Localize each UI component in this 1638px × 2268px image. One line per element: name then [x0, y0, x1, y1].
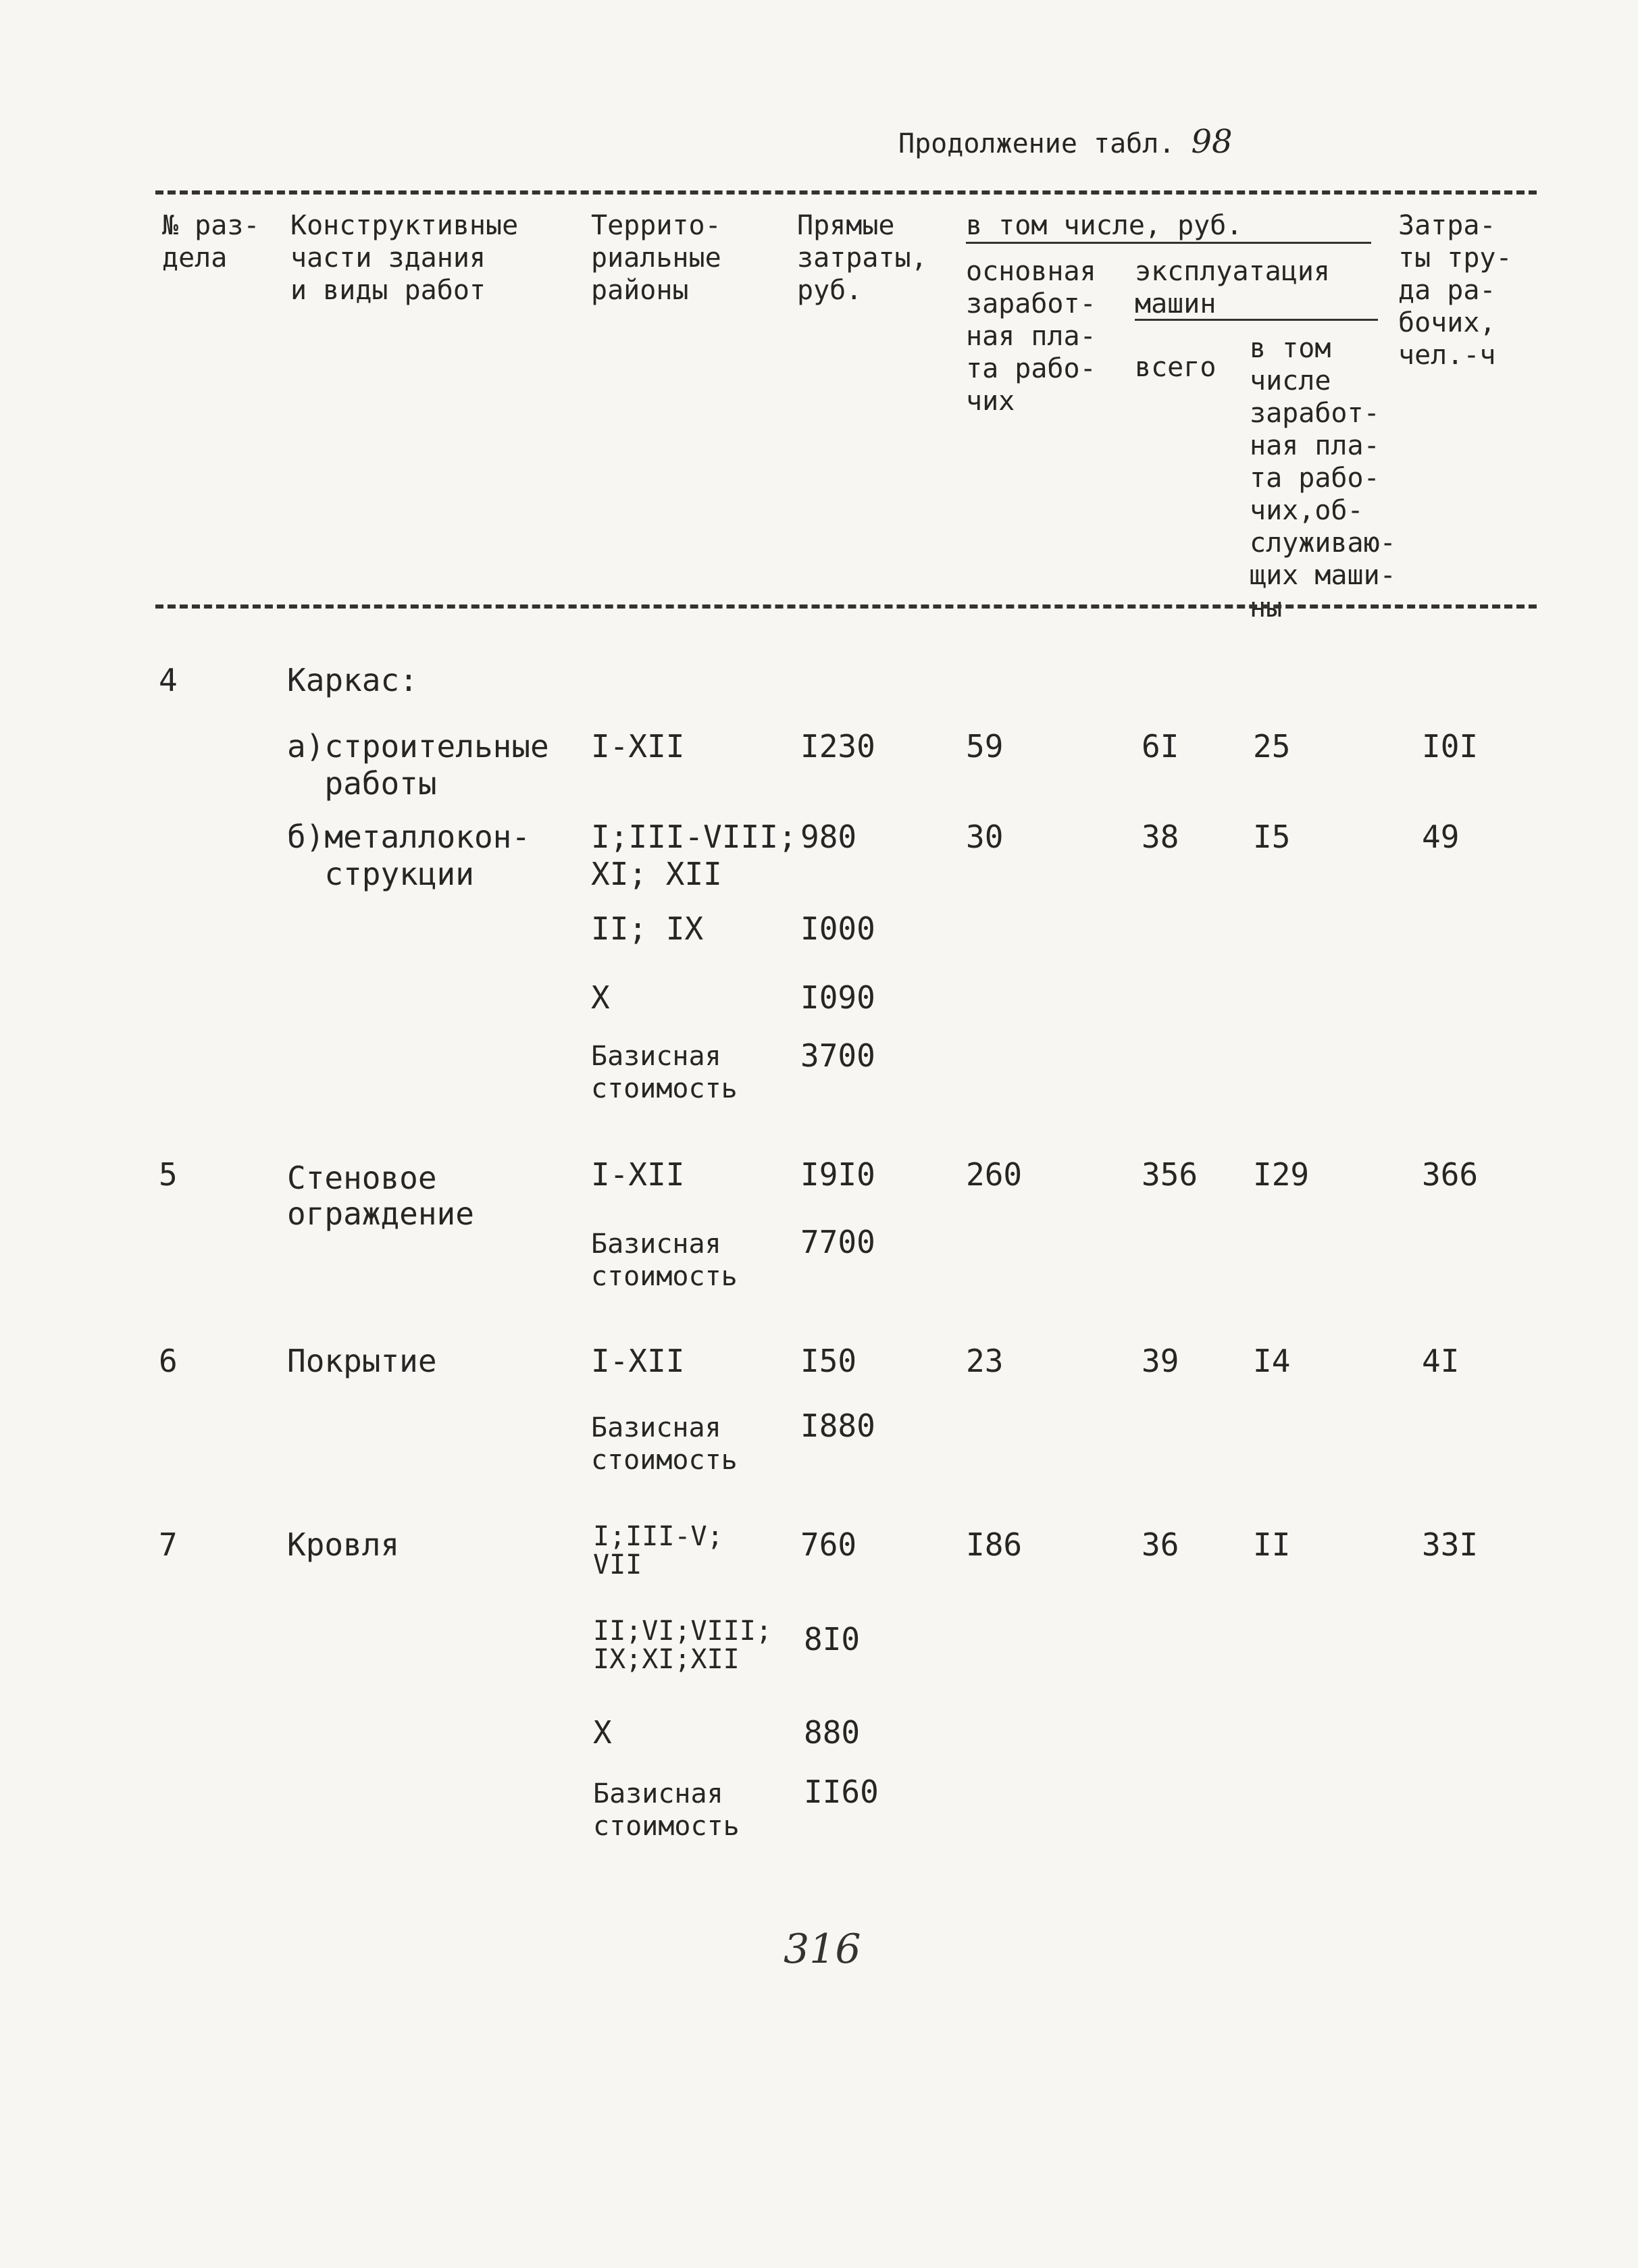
direct-costs: I9I0: [800, 1156, 875, 1193]
region: I;III-VIII; XI; XII: [591, 819, 797, 893]
region: I-XII: [591, 1156, 685, 1193]
section-title: Каркас:: [287, 662, 418, 698]
machines-total: 39: [1142, 1343, 1179, 1379]
region: Базисная стоимость: [591, 1412, 738, 1476]
machine-wage: I4: [1253, 1343, 1291, 1379]
header-section-no: № раз- дела: [162, 210, 260, 274]
header-machines-underline: [1135, 319, 1378, 321]
labor-costs: 49: [1422, 819, 1460, 855]
region: I-XII: [591, 1343, 685, 1379]
work-type: а)строительные работы: [287, 728, 549, 802]
section-number: 4: [159, 662, 178, 698]
labor-costs: I0I: [1422, 728, 1479, 765]
machine-wage: 25: [1253, 728, 1291, 765]
header-machine-wage: в том числе заработ- ная пла- та рабо- чих,об- служиваю- щих маши- ны: [1250, 333, 1396, 623]
header-regions: Террито- риальные районы: [591, 210, 721, 306]
page-number: 316: [784, 1926, 861, 1973]
labor-costs: 33I: [1422, 1526, 1479, 1563]
direct-costs: I000: [800, 910, 875, 947]
header-labor: Затра- ты тру- да ра- бочих, чел.-ч: [1398, 210, 1512, 371]
direct-costs: I230: [800, 728, 875, 765]
region: II; IX: [591, 910, 704, 947]
basic-wage: I86: [966, 1526, 1023, 1563]
table-caption: [898, 123, 1233, 162]
basic-wage: 59: [966, 728, 1004, 765]
direct-costs: 880: [804, 1714, 861, 1751]
basic-wage: 260: [966, 1156, 1023, 1193]
header-including-underline: [966, 242, 1371, 244]
header-bottom-rule: [155, 604, 1537, 609]
section-number: 6: [159, 1343, 178, 1379]
basic-wage: 23: [966, 1343, 1004, 1379]
direct-costs: II60: [804, 1774, 879, 1810]
direct-costs: 7700: [800, 1224, 875, 1260]
labor-costs: 4I: [1422, 1343, 1460, 1379]
region: Базисная стоимость: [593, 1778, 740, 1842]
caption-text: Продолжение табл.: [898, 128, 1175, 159]
work-type: Покрытие: [287, 1343, 437, 1379]
header-parts: Конструктивные части здания и виды работ: [290, 210, 519, 306]
direct-costs: I880: [800, 1408, 875, 1444]
region: Базисная стоимость: [591, 1229, 738, 1292]
region: II;VI;VIII; IX;XI;XII: [593, 1616, 772, 1675]
work-type: Кровля: [287, 1526, 400, 1563]
machines-total: 356: [1142, 1156, 1198, 1193]
header-direct-costs: Прямые затраты, руб.: [797, 210, 927, 306]
region: X: [593, 1714, 612, 1751]
header-including: в том числе, руб.: [966, 210, 1243, 241]
header-machines: эксплуатация машин: [1135, 256, 1330, 319]
work-type: б)металлокон- струкции: [287, 819, 531, 893]
machines-total: 38: [1142, 819, 1179, 855]
machine-wage: I5: [1253, 819, 1291, 855]
section-number: 7: [159, 1526, 178, 1563]
header-top-rule: [155, 190, 1537, 195]
region: Базисная стоимость: [591, 1041, 738, 1104]
direct-costs: 8I0: [804, 1621, 861, 1657]
basic-wage: 30: [966, 819, 1004, 855]
direct-costs: 760: [800, 1526, 857, 1563]
direct-costs: I090: [800, 979, 875, 1016]
caption-table-number: 98: [1191, 123, 1233, 161]
machines-total: 6I: [1142, 728, 1179, 765]
header-basic-wage: основная заработ- ная пла- та рабо- чих: [966, 256, 1096, 417]
machine-wage: II: [1253, 1526, 1291, 1563]
region: X: [591, 979, 610, 1016]
work-type: Стеновое ограждение: [287, 1160, 474, 1232]
region: I;III-V; VII: [593, 1521, 723, 1580]
direct-costs: I50: [800, 1343, 857, 1379]
machines-total: 36: [1142, 1526, 1179, 1563]
section-number: 5: [159, 1156, 178, 1193]
machine-wage: I29: [1253, 1156, 1310, 1193]
header-machines-total: всего: [1135, 352, 1217, 383]
region: I-XII: [591, 728, 685, 765]
direct-costs: 3700: [800, 1037, 875, 1074]
labor-costs: 366: [1422, 1156, 1479, 1193]
direct-costs: 980: [800, 819, 857, 855]
